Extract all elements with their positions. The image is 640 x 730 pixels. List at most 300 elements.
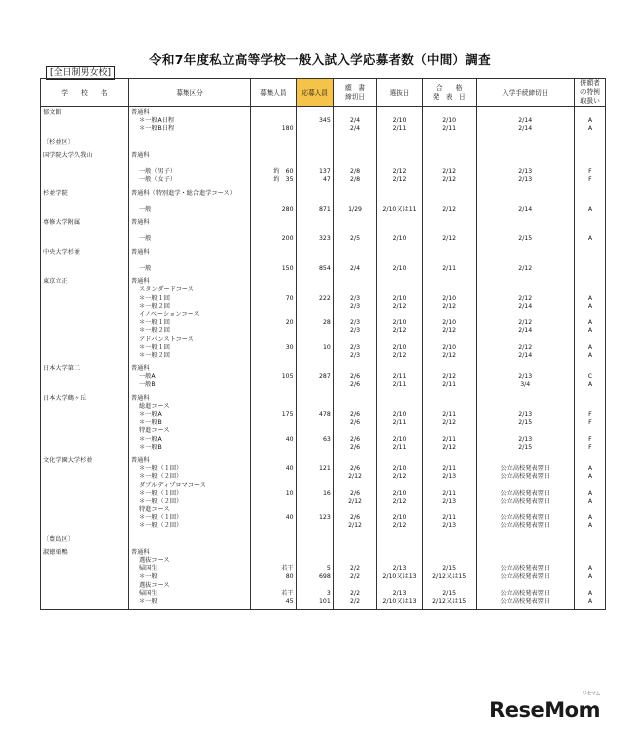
- cell-line: [336, 582, 374, 590]
- cell-line: [379, 109, 420, 117]
- cell-line: [577, 265, 603, 273]
- cell-line: 帰国生: [138, 565, 158, 573]
- cell-line: 2/6: [350, 489, 361, 497]
- cell-line: 101: [319, 597, 331, 605]
- cell-app: [296, 137, 333, 150]
- cell-d3: [422, 217, 476, 247]
- cell-line: 2/10又は11: [382, 205, 417, 213]
- cell-line: 2/12: [392, 351, 407, 359]
- cell-d2: [377, 547, 423, 610]
- cell-line: [425, 249, 474, 257]
- cell-line: 2/4: [350, 125, 361, 133]
- cell-line: 63: [322, 435, 331, 443]
- cell-line: ＊一般（１回）: [138, 514, 183, 522]
- cell-d4: [476, 247, 574, 277]
- cell-line: 123: [319, 514, 331, 522]
- cell-line: 2/12: [348, 473, 362, 481]
- cell-d4: [476, 363, 574, 393]
- cell-line: [299, 381, 331, 389]
- cell-line: 一般A: [138, 373, 156, 381]
- cell-line: [253, 286, 294, 294]
- cell-line: [379, 457, 420, 465]
- cell-cap: [251, 150, 297, 188]
- cell-line: [577, 109, 603, 117]
- cell-line: 2/12: [518, 265, 533, 272]
- cell-line: 2/12: [442, 373, 457, 381]
- cell-line: ＊一般A: [138, 435, 162, 443]
- cell-cap: [251, 217, 297, 247]
- cell-line: 特進コース: [138, 427, 170, 435]
- cell-line: [336, 227, 374, 235]
- cell-d2: [377, 137, 423, 150]
- cell-line: 2/12: [442, 302, 457, 310]
- cell-d5: [574, 363, 605, 393]
- cell-line: [479, 286, 572, 294]
- cell-line: [299, 198, 331, 206]
- cell-line: ＊一般A: [138, 411, 162, 418]
- cell-line: 2/12: [392, 522, 407, 530]
- cell-line: 2/12: [442, 443, 457, 451]
- cell-d5: [574, 107, 605, 137]
- cell-d5: [574, 393, 605, 455]
- cell-line: A: [587, 589, 593, 597]
- cell-line: 公立高校発表翌日: [500, 473, 550, 481]
- cell-line: ＊一般２回: [138, 351, 170, 359]
- cell-line: 2/3: [350, 327, 361, 335]
- school-name: 淑徳巣鴨: [41, 547, 129, 610]
- cell-line: [577, 190, 603, 198]
- cell-d4: [476, 150, 574, 188]
- cell-line: A: [587, 319, 593, 327]
- cell-line: 特進コース: [138, 506, 170, 514]
- cell-line: 5: [326, 565, 331, 573]
- cell-line: 2/5: [350, 235, 361, 243]
- cell-line: [479, 227, 572, 235]
- cell-line: [479, 278, 572, 286]
- cell-d3: [422, 137, 476, 150]
- cell-line: [336, 219, 374, 227]
- cell-line: [299, 125, 331, 133]
- cell-line: [253, 227, 294, 235]
- table-row: [41, 276, 606, 363]
- cell-line: [253, 352, 294, 360]
- cell-line: [336, 557, 374, 565]
- col-exam-date: 選抜日: [377, 79, 423, 107]
- cell-d1: [333, 150, 376, 188]
- cell-line: 2/12: [442, 205, 457, 213]
- cell-line: 2/14: [518, 125, 533, 133]
- cell-line: [299, 219, 331, 227]
- cell-line: 2/3: [350, 351, 361, 359]
- cell-line: [336, 139, 374, 147]
- cell-line: 47: [322, 176, 331, 184]
- cell-line: アドバンストコース: [138, 335, 194, 343]
- cell-line: 45: [285, 597, 294, 605]
- cell-line: [425, 336, 474, 344]
- cell-line: [336, 286, 374, 294]
- cell-line: A: [587, 302, 593, 310]
- cell-line: 2/12: [518, 319, 533, 327]
- cell-line: [479, 557, 572, 565]
- cell-line: F: [588, 176, 592, 184]
- cell-d4: [476, 107, 574, 137]
- school-name: 〔杉並区〕: [41, 137, 129, 150]
- cell-cap: [251, 107, 297, 137]
- cell-cap: [251, 137, 297, 150]
- cell-app: [296, 393, 333, 455]
- cell-line: 2/12: [442, 235, 457, 243]
- cell-line: 2/4: [350, 117, 361, 125]
- table-row: [41, 217, 606, 247]
- cell-line: 普通科: [130, 365, 150, 373]
- col-division: 募集区分: [128, 79, 250, 107]
- school-name: 専修大学附属: [41, 217, 129, 247]
- cell-line: [336, 482, 374, 490]
- cell-line: スタンダードコース: [138, 286, 194, 294]
- cell-line: A: [587, 125, 593, 133]
- cell-line: 2/12: [442, 327, 457, 335]
- cell-line: [336, 427, 374, 435]
- cell-line: [253, 190, 294, 198]
- cell-line: 総進コース: [138, 402, 170, 410]
- cell-d1: [333, 547, 376, 610]
- cell-line: [425, 311, 474, 319]
- cell-line: [577, 249, 603, 257]
- cell-line: 2/12: [392, 168, 407, 176]
- cell-line: [479, 249, 572, 257]
- cell-line: 公立高校発表翌日: [500, 497, 550, 505]
- cell-d3: [422, 150, 476, 188]
- page-title: 令和7年度私立高等学校一般入試入学応募者数（中間）調査: [149, 52, 491, 67]
- cell-line: 2/11: [392, 381, 407, 389]
- cell-line: [253, 336, 294, 344]
- cell-d2: [377, 534, 423, 547]
- cell-line: [336, 506, 374, 514]
- cell-div: [128, 363, 250, 393]
- cell-line: A: [587, 573, 593, 581]
- cell-line: A: [587, 117, 593, 125]
- cell-d4: [476, 393, 574, 455]
- cell-line: 2/14: [518, 117, 533, 125]
- cell-line: [299, 311, 331, 319]
- cell-d1: [333, 455, 376, 534]
- cell-div: [128, 455, 250, 534]
- cell-line: 2/11: [442, 465, 457, 473]
- cell-line: A: [587, 205, 593, 213]
- school-name: 文化学園大学杉並: [41, 455, 129, 534]
- cell-line: 一般: [138, 265, 152, 272]
- school-name: 日本大学第二: [41, 363, 129, 393]
- cell-line: [577, 557, 603, 565]
- cell-d3: [422, 534, 476, 547]
- cell-line: [299, 249, 331, 257]
- cell-line: [425, 582, 474, 590]
- cell-line: 2/2: [350, 589, 361, 597]
- cell-line: [336, 198, 374, 206]
- cell-line: [577, 139, 603, 147]
- cell-line: [299, 427, 331, 435]
- cell-line: [299, 257, 331, 265]
- cell-d5: [574, 217, 605, 247]
- cell-cap: [251, 363, 297, 393]
- cell-d1: [333, 393, 376, 455]
- cell-line: 約 60: [273, 168, 294, 176]
- cell-line: [479, 139, 572, 147]
- cell-line: 2/6: [350, 435, 361, 443]
- cell-line: ＊一般B: [138, 419, 162, 427]
- cell-line: 2/10: [442, 117, 457, 125]
- cell-line: A: [587, 597, 593, 605]
- cell-line: 2/10: [392, 514, 407, 522]
- col-deadline: 願 書 締切日: [333, 79, 376, 107]
- cell-line: [577, 506, 603, 514]
- cell-line: 2/11: [442, 489, 457, 497]
- cell-line: [299, 286, 331, 294]
- table-row: [41, 107, 606, 137]
- cell-line: 2/13: [442, 497, 457, 505]
- cell-line: [336, 311, 374, 319]
- cell-div: [128, 247, 250, 277]
- cell-line: ＊一般: [138, 573, 158, 581]
- cell-line: 一般B: [138, 381, 156, 389]
- cell-line: [253, 403, 294, 411]
- cell-d3: [422, 455, 476, 534]
- cell-d3: [422, 107, 476, 137]
- cell-line: [253, 536, 294, 544]
- school-name: 東京立正: [41, 276, 129, 363]
- cell-line: [425, 482, 474, 490]
- cell-line: [253, 457, 294, 465]
- cell-cap: [251, 547, 297, 610]
- cell-line: [479, 403, 572, 411]
- cell-line: [425, 109, 474, 117]
- cell-line: 選抜コース: [138, 581, 170, 589]
- cell-line: [379, 190, 420, 198]
- cell-div: [128, 150, 250, 188]
- cell-line: [253, 395, 294, 403]
- cell-line: 普通科: [130, 394, 150, 402]
- cell-line: 2/12: [442, 176, 457, 184]
- cell-line: [425, 506, 474, 514]
- cell-div: [128, 137, 250, 150]
- cell-line: 222: [319, 294, 331, 302]
- table-row: [41, 393, 606, 455]
- cell-line: [425, 198, 474, 206]
- cell-line: 2/12: [442, 168, 457, 176]
- cell-line: 2/14: [518, 351, 533, 359]
- cell-d2: [377, 276, 423, 363]
- cell-line: 2/3: [350, 343, 361, 351]
- cell-line: 2/2: [350, 597, 361, 605]
- cell-line: [299, 549, 331, 557]
- cell-line: [425, 160, 474, 168]
- cell-line: 2/8: [350, 176, 361, 184]
- cell-app: [296, 363, 333, 393]
- cell-line: [336, 536, 374, 544]
- cell-div: [128, 107, 250, 137]
- cell-d1: [333, 247, 376, 277]
- cell-line: 一般: [138, 235, 152, 243]
- cell-line: [379, 582, 420, 590]
- cell-line: [299, 498, 331, 506]
- cell-line: 40: [285, 465, 294, 473]
- cell-line: 一般（女子）: [138, 176, 177, 184]
- cell-line: ＊一般２回: [138, 302, 170, 310]
- cell-d5: [574, 137, 605, 150]
- cell-line: 2/13: [518, 176, 533, 184]
- cell-line: 2/10: [392, 265, 407, 272]
- cell-line: 普通科: [130, 456, 150, 464]
- cell-line: 175: [281, 411, 294, 418]
- cell-line: [479, 395, 572, 403]
- cell-line: ＊一般: [138, 597, 158, 605]
- cell-line: F: [588, 419, 592, 427]
- cell-line: [131, 198, 248, 206]
- cell-d2: [377, 363, 423, 393]
- cell-line: [479, 457, 572, 465]
- cell-line: [253, 152, 294, 160]
- cell-line: [336, 190, 374, 198]
- cell-line: 30: [285, 343, 294, 351]
- cell-line: F: [588, 168, 592, 176]
- cell-line: A: [587, 489, 593, 497]
- cell-line: 若干: [281, 589, 294, 597]
- cell-line: A: [587, 343, 593, 351]
- cell-line: 2/13: [442, 473, 457, 481]
- cell-line: 137: [319, 168, 331, 176]
- cell-line: 345: [319, 117, 331, 125]
- cell-line: [299, 227, 331, 235]
- cell-line: 10: [322, 343, 331, 351]
- col-note: 併願者 の特例 取扱い: [574, 79, 605, 107]
- cell-line: [479, 198, 572, 206]
- cell-line: [379, 365, 420, 373]
- cell-line: 2/15: [518, 235, 533, 243]
- cell-line: 2/15: [518, 419, 533, 427]
- cell-d2: [377, 107, 423, 137]
- cell-line: [577, 257, 603, 265]
- cell-line: 普通科: [130, 109, 150, 116]
- cell-line: ＊一般（２回）: [138, 473, 183, 481]
- cell-line: [379, 160, 420, 168]
- cell-line: [425, 457, 474, 465]
- cell-d5: [574, 455, 605, 534]
- cell-line: 2/10: [392, 435, 407, 443]
- school-name: 国学院大学久我山: [41, 150, 129, 188]
- cell-line: [379, 257, 420, 265]
- cell-line: ＊一般（２回）: [138, 497, 183, 505]
- cell-div: [128, 534, 250, 547]
- cell-line: [299, 109, 331, 117]
- cell-d3: [422, 363, 476, 393]
- cell-line: A: [587, 351, 593, 359]
- cell-line: 40: [285, 435, 294, 443]
- cell-d5: [574, 247, 605, 277]
- cell-d3: [422, 188, 476, 218]
- cell-line: 2/3: [350, 319, 361, 327]
- cell-line: [299, 152, 331, 160]
- cell-d4: [476, 217, 574, 247]
- cell-line: [577, 311, 603, 319]
- cell-line: 公立高校発表翌日: [500, 597, 550, 605]
- cell-line: [336, 457, 374, 465]
- cell-line: ＊一般B日程: [138, 125, 175, 133]
- cell-app: [296, 217, 333, 247]
- cell-line: 公立高校発表翌日: [500, 514, 550, 522]
- cell-line: [299, 482, 331, 490]
- cell-line: 2/15: [442, 565, 457, 573]
- cell-line: [299, 419, 331, 427]
- cell-line: 2/10: [392, 235, 407, 243]
- cell-line: [577, 427, 603, 435]
- cell-line: 2/11: [442, 514, 457, 522]
- cell-line: [479, 482, 572, 490]
- cell-line: [299, 473, 331, 481]
- cell-line: ＊一般A日程: [138, 117, 175, 125]
- cell-line: [425, 257, 474, 265]
- cell-d3: [422, 276, 476, 363]
- cell-line: 2/13: [392, 589, 407, 597]
- cell-line: F: [588, 443, 592, 451]
- cell-cap: [251, 393, 297, 455]
- cell-line: [253, 198, 294, 206]
- cell-line: 2/13: [518, 168, 533, 176]
- cell-line: 公立高校発表翌日: [500, 522, 550, 530]
- table-row: [41, 247, 606, 277]
- cell-line: [479, 219, 572, 227]
- cell-line: 2/12又は15: [432, 573, 467, 581]
- cell-line: F: [588, 435, 592, 443]
- cell-line: ＊一般１回: [138, 294, 170, 302]
- cell-line: 普通科: [130, 548, 150, 556]
- cell-line: 2/12: [442, 419, 457, 427]
- school-name: 〔豊島区〕: [41, 534, 129, 547]
- cell-d1: [333, 188, 376, 218]
- cell-line: 2/6: [350, 465, 361, 473]
- cell-line: [479, 365, 572, 373]
- cell-line: 16: [322, 489, 331, 497]
- cell-line: [336, 278, 374, 286]
- cell-line: [379, 403, 420, 411]
- cell-line: [577, 582, 603, 590]
- cell-line: [299, 395, 331, 403]
- cell-div: [128, 188, 250, 218]
- cell-d2: [377, 247, 423, 277]
- cell-line: [479, 549, 572, 557]
- cell-line: [253, 303, 294, 311]
- cell-line: 2/8: [350, 168, 361, 176]
- cell-d1: [333, 534, 376, 547]
- cell-line: A: [587, 565, 593, 573]
- cell-line: A: [587, 235, 593, 243]
- cell-line: [336, 403, 374, 411]
- cell-line: [577, 278, 603, 286]
- cell-d1: [333, 137, 376, 150]
- cell-line: 2/15: [518, 443, 533, 451]
- cell-line: 選抜コース: [138, 557, 170, 564]
- cell-line: 2/12: [348, 522, 362, 530]
- cell-line: [253, 381, 294, 389]
- cell-line: [379, 249, 420, 257]
- cell-line: 普通科: [130, 219, 150, 227]
- cell-line: [577, 160, 603, 168]
- cell-line: ダブルディプロマコース: [138, 481, 206, 489]
- cell-app: [296, 247, 333, 277]
- school-name: 中央大学杉並: [41, 247, 129, 277]
- cell-line: [336, 109, 374, 117]
- cell-line: ＊一般１回: [138, 343, 170, 351]
- cell-line: 150: [281, 265, 294, 272]
